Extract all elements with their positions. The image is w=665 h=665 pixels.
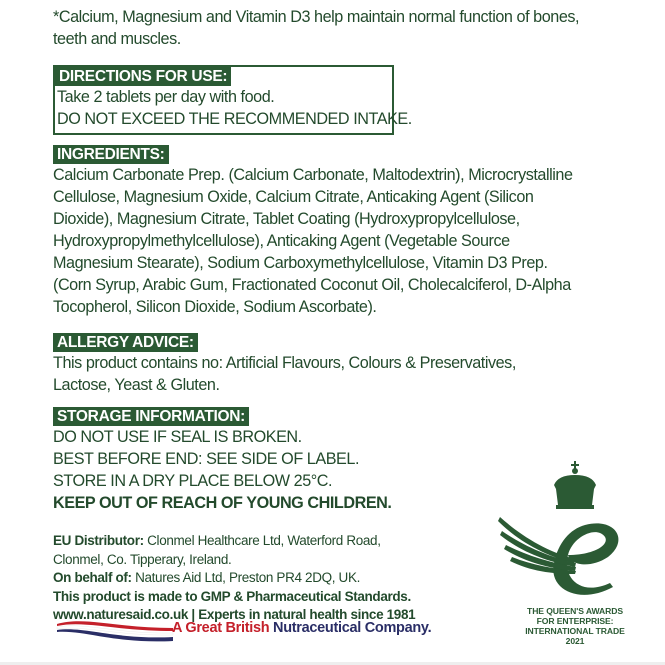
distributor-section [53, 532, 415, 625]
directions-warning: DO NOT EXCEED THE RECOMMENDED INTAKE. [57, 110, 412, 128]
ingredients-line: Cellulose, Magnesium Oxide, Calcium Citrate, Anticaking Agent (Silicon [53, 188, 534, 206]
on-behalf-value: Natures Aid Ltd, Preston PR4 2DQ, UK. [131, 570, 361, 585]
ingredients-line: Hydroxypropylmethylcellulose), Anticaking Agent (Vegetable Source [53, 232, 510, 250]
allergy-line: Lactose, Yeast & Gluten. [53, 376, 220, 394]
queens-award-emblem-icon [490, 455, 660, 605]
ingredients-line: Tocopherol, Silicon Dioxide, Sodium Ascorbate). [53, 298, 377, 316]
allergy-heading: ALLERGY ADVICE: [53, 333, 198, 352]
ingredients-line: (Corn Syrup, Arabic Gum, Fractionated Coconut Oil, Cholecalciferol, D-Alpha [53, 276, 571, 294]
storage-section [53, 407, 391, 514]
gmp-statement: This product is made to GMP & Pharmaceutical Standards. [53, 588, 411, 604]
ingredients-heading: INGREDIENTS: [53, 145, 169, 164]
ingredients-line: Calcium Carbonate Prep. (Calcium Carbonate, Maltodextrin), Microcrystalline [53, 166, 573, 184]
award-caption-line: 2021 [565, 636, 585, 646]
storage-line: STORE IN A DRY PLACE BELOW 25°C. [53, 472, 333, 490]
union-flag-swoosh-icon [55, 618, 175, 642]
eu-distributor-value: Clonmel Healthcare Ltd, Waterford Road, [143, 533, 381, 548]
website-line: www.naturesaid.co.uk | Experts in natural health since 1981 [53, 607, 416, 622]
award-caption-line: THE QUEEN'S AWARDS [527, 606, 623, 616]
ingredients-line: Dioxide), Magnesium Citrate, Tablet Coating (Hydroxypropylcellulose, [53, 210, 520, 228]
ingredients-line: Magnesium Stearate), Sodium Carboxymethylcellulose, Vitamin D3 Prep. [53, 254, 548, 272]
allergy-section [53, 333, 516, 396]
award-caption-line: INTERNATIONAL TRADE [525, 626, 625, 636]
storage-heading: STORAGE INFORMATION: [53, 407, 249, 426]
directions-dosage: Take 2 tablets per day with food. [57, 88, 275, 106]
eu-distributor-label: EU Distributor: [53, 533, 144, 548]
storage-line: BEST BEFORE END: SEE SIDE OF LABEL. [53, 450, 360, 468]
health-claim-line: teeth and muscles. [53, 30, 181, 48]
directions-heading: DIRECTIONS FOR USE: [55, 67, 231, 86]
on-behalf-label: On behalf of: [53, 570, 132, 585]
allergy-line: This product contains no: Artificial Flavours, Colours & Preservatives, [53, 354, 516, 372]
tagline-navy: Nutraceutical Company. [269, 620, 432, 636]
storage-warning: KEEP OUT OF REACH OF YOUNG CHILDREN. [53, 494, 392, 512]
award-caption-line: FOR ENTERPRISE: [536, 616, 614, 626]
health-claim-line: *Calcium, Magnesium and Vitamin D3 help maintain normal function of bones, [53, 8, 580, 26]
award-caption [490, 606, 660, 646]
storage-line: DO NOT USE IF SEAL IS BROKEN. [53, 428, 302, 446]
directions-section [53, 65, 412, 135]
eu-distributor-address: Clonmel, Co. Tipperary, Ireland. [53, 551, 232, 567]
health-claim [53, 6, 579, 50]
ingredients-section [53, 145, 573, 318]
tagline-red: A Great British [172, 620, 270, 636]
tagline [172, 620, 431, 636]
